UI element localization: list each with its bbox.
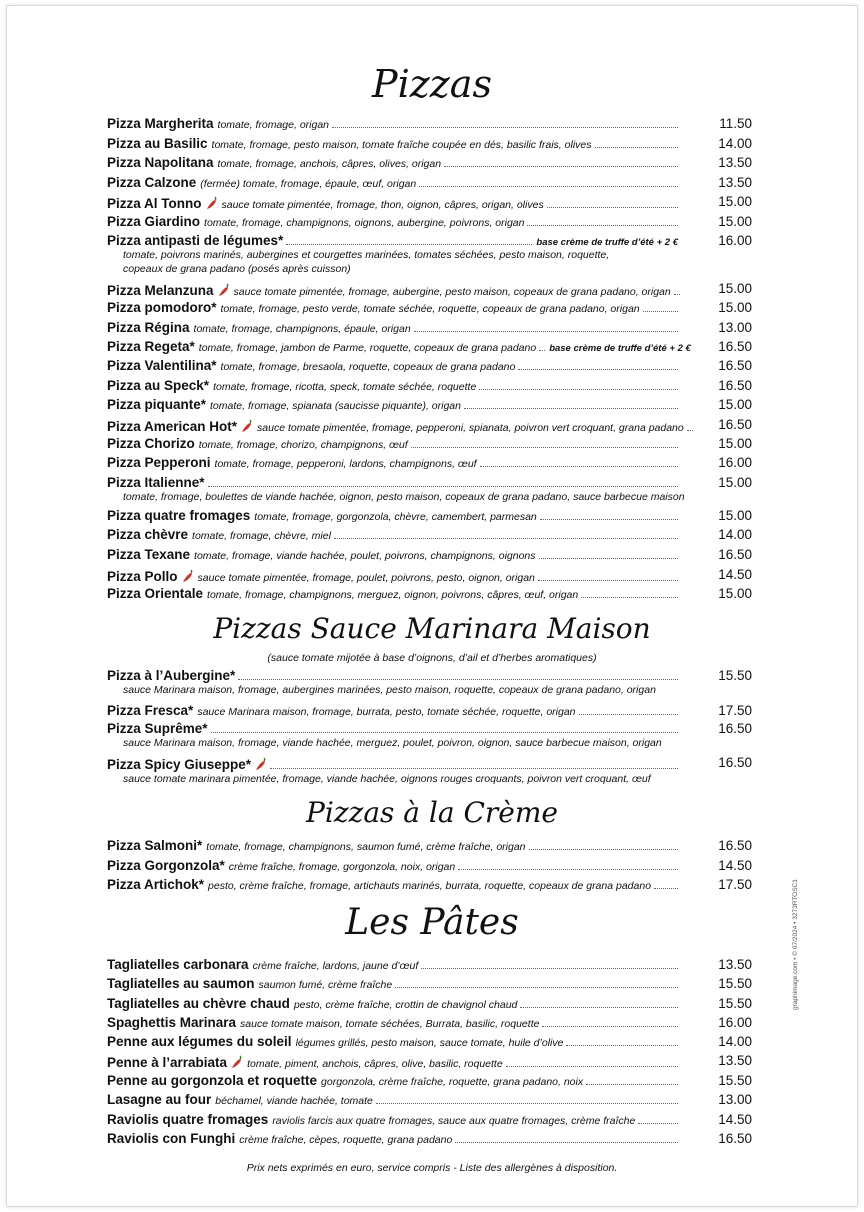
menu-item xyxy=(107,838,752,853)
menu-item-line xyxy=(107,1073,752,1088)
item-price: 16.50 xyxy=(718,378,752,393)
item-name: Pizza Gorgonzola* xyxy=(107,858,225,873)
menu-item xyxy=(107,547,752,562)
item-description: tomate, fromage, ricotta, speck, tomate séchée, roquette xyxy=(213,381,477,393)
dot-leader xyxy=(529,848,678,850)
menu-item-line xyxy=(107,1015,752,1030)
item-name: Pizza Valentilina* xyxy=(107,358,217,373)
dot-leader xyxy=(539,557,678,559)
item-price: 15.50 xyxy=(718,1073,752,1088)
section-title-pates: Les Pâtes xyxy=(345,902,519,943)
dot-leader xyxy=(411,446,678,448)
item-price: 15.00 xyxy=(718,397,752,412)
item-price: 13.50 xyxy=(718,957,752,972)
menu-item-line xyxy=(107,755,752,772)
item-price: 15.00 xyxy=(718,281,752,296)
menu-item-line xyxy=(107,320,752,335)
item-description: tomate, fromage, spianata (saucisse piquante), origan xyxy=(210,400,461,412)
item-price: 16.50 xyxy=(718,339,752,354)
item-option-note: base crème de truffe d’été + 2 € xyxy=(536,237,678,248)
item-description: sauce tomate pimentée, fromage, aubergine, pesto maison, copeaux de grana padano, origan xyxy=(233,286,671,298)
menu-item-line xyxy=(107,300,752,315)
item-description: tomate, fromage, champignons, merguez, oignon, poivrons, câpres, œuf, origan xyxy=(207,589,579,601)
menu-item-line xyxy=(107,136,752,151)
dot-leader xyxy=(654,887,678,889)
chili-pepper-icon xyxy=(231,1055,243,1069)
item-description: tomate, fromage, viande hachée, poulet, poivrons, champignons, oignons xyxy=(194,550,536,562)
menu-item xyxy=(107,358,752,373)
dot-leader xyxy=(542,1025,678,1027)
menu-item-line xyxy=(107,1092,752,1107)
menu-item xyxy=(107,996,752,1011)
item-price: 15.00 xyxy=(718,214,752,229)
menu-item xyxy=(107,858,752,873)
item-name: Pizza chèvre xyxy=(107,527,189,542)
item-description: tomate, fromage, jambon de Parme, roquette, copeaux de grana padano xyxy=(198,342,537,354)
item-price: 16.50 xyxy=(718,755,752,770)
dot-leader xyxy=(480,465,678,467)
item-description: sauce tomate pimentée, fromage, thon, oignon, câpres, origan, olives xyxy=(221,199,544,211)
menu-item-line xyxy=(107,378,752,393)
dot-leader xyxy=(566,1044,678,1046)
menu-item xyxy=(107,703,752,718)
item-price: 15.00 xyxy=(718,586,752,601)
item-name: Pizza Fresca* xyxy=(107,703,194,718)
menu-item xyxy=(107,214,752,229)
item-description: sauce tomate maison, tomate séchées, Burrata, basilic, roquette xyxy=(240,1018,540,1030)
dot-leader xyxy=(595,146,679,148)
item-name: Pizza au Basilic xyxy=(107,136,208,151)
item-name: Penne aux légumes du soleil xyxy=(107,1034,292,1049)
item-price: 15.00 xyxy=(718,508,752,523)
item-name: Penne au gorgonzola et roquette xyxy=(107,1073,318,1088)
item-name: Pizza Pollo xyxy=(107,569,178,584)
dot-leader xyxy=(539,349,545,351)
item-price: 17.50 xyxy=(718,877,752,892)
item-name: Pizza Chorizo xyxy=(107,436,195,451)
item-name: Pizza Al Tonno xyxy=(107,196,202,211)
dot-leader xyxy=(414,330,678,332)
item-price: 15.50 xyxy=(718,996,752,1011)
item-name: Pizza American Hot* xyxy=(107,419,238,434)
menu-item xyxy=(107,1092,752,1107)
item-name: Pizza Calzone xyxy=(107,175,197,190)
item-description-continued: sauce Marinara maison, fromage, viande hachée, merguez, poulet, poivron, oignon, sauce barbecue maison, origan xyxy=(123,737,662,749)
menu-item-line xyxy=(107,586,752,601)
menu-item-line xyxy=(107,703,752,718)
item-price: 15.50 xyxy=(718,668,752,683)
dot-leader xyxy=(286,243,532,245)
menu-item xyxy=(107,1053,752,1070)
dot-leader xyxy=(638,1122,678,1124)
dot-leader xyxy=(395,986,678,988)
menu-item xyxy=(107,475,752,504)
menu-item xyxy=(107,320,752,335)
chili-pepper-icon xyxy=(241,419,253,433)
menu-item-line xyxy=(107,668,752,683)
item-description: tomate, piment, anchois, câpres, olive, basilic, roquette xyxy=(247,1058,503,1070)
item-description-continued: tomate, poivrons marinés, aubergines et courgettes marinées, tomates séchées, pesto maison, roquette, xyxy=(123,249,610,261)
item-description: tomate, fromage, origan xyxy=(217,119,330,131)
item-description: pesto, crème fraîche, fromage, artichauts marinés, burrata, roquette, copeaux de grana padano xyxy=(208,880,652,892)
dot-leader xyxy=(455,1141,678,1143)
item-description: crème fraîche, lardons, jaune d’œuf xyxy=(252,960,419,972)
menu-item xyxy=(107,508,752,523)
item-price: 16.50 xyxy=(718,721,752,736)
item-description: gorgonzola, crème fraîche, roquette, grana padano, noix xyxy=(321,1076,584,1088)
item-name: Tagliatelles carbonara xyxy=(107,957,249,972)
menu-item-line xyxy=(107,996,752,1011)
dot-leader xyxy=(270,767,678,769)
menu-item-line xyxy=(107,194,752,211)
item-price: 11.50 xyxy=(719,116,752,131)
dot-leader xyxy=(238,678,678,680)
item-price: 17.50 xyxy=(718,703,752,718)
item-description: (fermée) tomate, fromage, épaule, œuf, origan xyxy=(200,178,417,190)
menu-item-line xyxy=(107,527,752,542)
item-description: tomate, fromage, gorgonzola, chèvre, camembert, parmesan xyxy=(254,511,537,523)
item-description: tomate, fromage, chorizo, champignons, œuf xyxy=(198,439,408,451)
menu-item xyxy=(107,976,752,991)
item-price: 16.50 xyxy=(718,838,752,853)
item-name: Pizza à l’Aubergine* xyxy=(107,668,236,683)
section-title-creme: Pizzas à la Crème xyxy=(306,796,558,829)
menu-item-line xyxy=(107,877,752,892)
menu-item xyxy=(107,194,752,211)
menu-item xyxy=(107,175,752,190)
chili-pepper-icon xyxy=(218,283,230,297)
item-price: 14.50 xyxy=(718,858,752,873)
menu-item-line xyxy=(107,475,752,490)
menu-item-line xyxy=(107,957,752,972)
menu-item xyxy=(107,877,752,892)
item-description-continued: sauce Marinara maison, fromage, aubergines marinées, pesto maison, roquette, copeaux de grana padano, origan xyxy=(123,684,656,696)
menu-item xyxy=(107,567,752,584)
item-price: 13.50 xyxy=(718,155,752,170)
menu-item-line xyxy=(107,1034,752,1049)
item-name: Pizza Giardino xyxy=(107,214,201,229)
item-price: 16.00 xyxy=(718,1015,752,1030)
item-name: Pizza au Speck* xyxy=(107,378,210,393)
menu-item xyxy=(107,136,752,151)
item-description: tomate, fromage, anchois, câpres, olives, origan xyxy=(217,158,442,170)
item-price: 15.00 xyxy=(718,194,752,209)
menu-item-line xyxy=(107,155,752,170)
menu-item-line xyxy=(107,339,752,354)
menu-item-line xyxy=(107,838,752,853)
item-price: 16.50 xyxy=(718,1131,752,1146)
menu-item-line xyxy=(107,721,752,736)
menu-item xyxy=(107,755,752,786)
item-description: tomate, fromage, bresaola, roquette, copeaux de grana padano xyxy=(220,361,516,373)
dot-leader xyxy=(464,407,678,409)
item-description: raviolis farcis aux quatre fromages, sauce aux quatre fromages, crème fraîche xyxy=(272,1115,636,1127)
item-description: tomate, fromage, pesto maison, tomate fraîche coupée en dés, basilic frais, olives xyxy=(211,139,592,151)
item-price: 15.00 xyxy=(718,436,752,451)
item-price: 13.50 xyxy=(718,1053,752,1068)
item-price: 16.50 xyxy=(718,547,752,562)
item-name: Spaghettis Marinara xyxy=(107,1015,237,1030)
item-description: pesto, crème fraîche, crottin de chavignol chaud xyxy=(293,999,518,1011)
dot-leader xyxy=(458,868,678,870)
menu-item xyxy=(107,1131,752,1146)
menu-item-line xyxy=(107,508,752,523)
menu-item xyxy=(107,378,752,393)
dot-leader xyxy=(538,579,678,581)
dot-leader xyxy=(520,1006,678,1008)
menu-item xyxy=(107,397,752,412)
menu-item xyxy=(107,1073,752,1088)
item-option-note: base crème de truffe d’été + 2 € xyxy=(549,343,691,354)
dot-leader xyxy=(421,967,678,969)
item-name: Pizza antipasti de légumes* xyxy=(107,233,284,248)
item-description: sauce tomate pimentée, fromage, pepperoni, spianata, poivron vert croquant, grana padano xyxy=(257,422,684,434)
item-name: Pizza Orientale xyxy=(107,586,204,601)
section-title-pizzas: Pizzas xyxy=(372,62,492,106)
menu-item-line xyxy=(107,976,752,991)
item-name: Pizza Spicy Giuseppe* xyxy=(107,757,252,772)
menu-item xyxy=(107,116,752,131)
item-name: Pizza Napolitana xyxy=(107,155,214,170)
item-price: 14.50 xyxy=(718,1112,752,1127)
item-name: Pizza Pepperoni xyxy=(107,455,211,470)
item-description: tomate, fromage, pepperoni, lardons, champignons, œuf xyxy=(214,458,477,470)
item-name: Pizza quatre fromages xyxy=(107,508,251,523)
footer-note: Prix nets exprimés en euro, service compris - Liste des allergènes à disposition. xyxy=(246,1162,618,1174)
menu-item-line xyxy=(107,436,752,451)
item-name: Raviolis con Funghi xyxy=(107,1131,236,1146)
section-title-marinara: Pizzas Sauce Marinara Maison xyxy=(213,612,651,645)
dot-leader xyxy=(581,596,678,598)
item-name: Tagliatelles au saumon xyxy=(107,976,255,991)
item-description: légumes grillés, pesto maison, sauce tomate, huile d’olive xyxy=(295,1037,564,1049)
item-name: Pizza Salmoni* xyxy=(107,838,203,853)
item-price: 13.00 xyxy=(718,320,752,335)
menu-item-line xyxy=(107,358,752,373)
menu-item-line xyxy=(107,1112,752,1127)
menu-item xyxy=(107,721,752,750)
item-description: tomate, fromage, champignons, saumon fumé, crème fraîche, origan xyxy=(206,841,526,853)
menu-item-line xyxy=(107,567,752,584)
chili-pepper-icon xyxy=(182,569,194,583)
item-name: Penne à l’arrabiata xyxy=(107,1055,228,1070)
menu-item xyxy=(107,436,752,451)
menu-item xyxy=(107,339,752,354)
item-description: tomate, fromage, champignons, épaule, origan xyxy=(193,323,411,335)
dot-leader xyxy=(540,518,678,520)
item-price: 14.00 xyxy=(718,136,752,151)
item-name: Pizza Melanzuna xyxy=(107,283,214,298)
menu-item-line xyxy=(107,455,752,470)
item-description: tomate, fromage, pesto verde, tomate séchée, roquette, copeaux de grana padano, origan xyxy=(220,303,640,315)
dot-leader xyxy=(643,310,678,312)
item-description: sauce tomate pimentée, fromage, poulet, poivrons, pesto, oignon, origan xyxy=(197,572,535,584)
menu-item-line xyxy=(107,1053,752,1070)
menu-item xyxy=(107,455,752,470)
item-name: Tagliatelles au chèvre chaud xyxy=(107,996,290,1011)
dot-leader xyxy=(334,537,678,539)
menu-item-line xyxy=(107,175,752,190)
item-price: 16.00 xyxy=(718,455,752,470)
item-price: 16.50 xyxy=(718,417,752,432)
item-price: 13.50 xyxy=(718,175,752,190)
chili-pepper-icon xyxy=(206,196,218,210)
dot-leader xyxy=(506,1065,678,1067)
item-price: 15.00 xyxy=(718,300,752,315)
item-description-continued: copeaux de grana padano (posés après cuisson) xyxy=(123,263,351,275)
menu-item-line xyxy=(107,417,752,434)
item-description: tomate, fromage, chèvre, miel xyxy=(192,530,331,542)
item-description-continued: sauce tomate marinara pimentée, fromage, viande hachée, oignons rouges croquants, poivron vert croquant, œuf xyxy=(123,773,651,785)
item-description: crème fraîche, cèpes, roquette, grana padano xyxy=(239,1134,453,1146)
menu-item-line xyxy=(107,1131,752,1146)
item-name: Pizza Regeta* xyxy=(107,339,195,354)
dot-leader xyxy=(419,185,678,187)
item-price: 16.50 xyxy=(718,358,752,373)
menu-item xyxy=(107,155,752,170)
dot-leader xyxy=(518,368,678,370)
item-description: crème fraîche, fromage, gorgonzola, noix, origan xyxy=(228,861,456,873)
item-name: Pizza Italienne* xyxy=(107,475,205,490)
dot-leader xyxy=(674,293,680,295)
menu-item xyxy=(107,417,752,434)
menu-item xyxy=(107,668,752,697)
item-name: Pizza piquante* xyxy=(107,397,207,412)
menu-item xyxy=(107,1015,752,1030)
item-name: Raviolis quatre fromages xyxy=(107,1112,269,1127)
item-name: Pizza pomodoro* xyxy=(107,300,217,315)
item-description: tomate, fromage, champignons, oignons, aubergine, poivrons, origan xyxy=(204,217,525,229)
dot-leader xyxy=(208,485,678,487)
item-price: 15.00 xyxy=(718,475,752,490)
menu-item xyxy=(107,1112,752,1127)
menu-item xyxy=(107,586,752,601)
item-name: Pizza Régina xyxy=(107,320,190,335)
item-description: saumon fumé, crème fraîche xyxy=(258,979,393,991)
item-description-continued: tomate, fromage, boulettes de viande hachée, oignon, pesto maison, copeaux de grana padano, sauce barbecue maison xyxy=(123,491,685,503)
dot-leader xyxy=(444,165,678,167)
chili-pepper-icon xyxy=(255,757,267,771)
item-description: sauce Marinara maison, fromage, burrata, pesto, tomate séchée, roquette, origan xyxy=(197,706,576,718)
menu-item-line xyxy=(107,281,752,298)
menu-item-line xyxy=(107,214,752,229)
menu-item-line xyxy=(107,397,752,412)
item-price: 14.00 xyxy=(718,1034,752,1049)
menu-item xyxy=(107,281,752,298)
menu-item-line xyxy=(107,547,752,562)
menu-item xyxy=(107,300,752,315)
menu-item xyxy=(107,1034,752,1049)
dot-leader xyxy=(376,1102,678,1104)
dot-leader xyxy=(332,126,678,128)
item-price: 14.50 xyxy=(718,567,752,582)
item-description: béchamel, viande hachée, tomate xyxy=(215,1095,373,1107)
print-credit: graphimage.com • © 07/2024 • 3273RTOSC1 xyxy=(792,879,799,1010)
item-price: 14.00 xyxy=(718,527,752,542)
dot-leader xyxy=(579,713,678,715)
dot-leader xyxy=(547,206,678,208)
item-name: Pizza Texane xyxy=(107,547,191,562)
menu-item-line xyxy=(107,233,752,248)
item-price: 16.00 xyxy=(718,233,752,248)
dot-leader xyxy=(479,388,678,390)
item-name: Pizza Suprême* xyxy=(107,721,208,736)
item-name: Pizza Artichok* xyxy=(107,877,205,892)
menu-item xyxy=(107,957,752,972)
dot-leader xyxy=(211,731,678,733)
dot-leader xyxy=(527,224,678,226)
item-name: Pizza Margherita xyxy=(107,116,214,131)
item-price: 15.50 xyxy=(718,976,752,991)
menu-item-line xyxy=(107,858,752,873)
menu-item xyxy=(107,527,752,542)
menu-item xyxy=(107,233,752,276)
section-subtitle-marinara: (sauce tomate mijotée à base d’oignons, d’ail et d’herbes aromatiques) xyxy=(267,652,597,664)
menu-item-line xyxy=(107,116,752,131)
item-price: 13.00 xyxy=(718,1092,752,1107)
item-name: Lasagne au four xyxy=(107,1092,212,1107)
dot-leader xyxy=(586,1083,678,1085)
